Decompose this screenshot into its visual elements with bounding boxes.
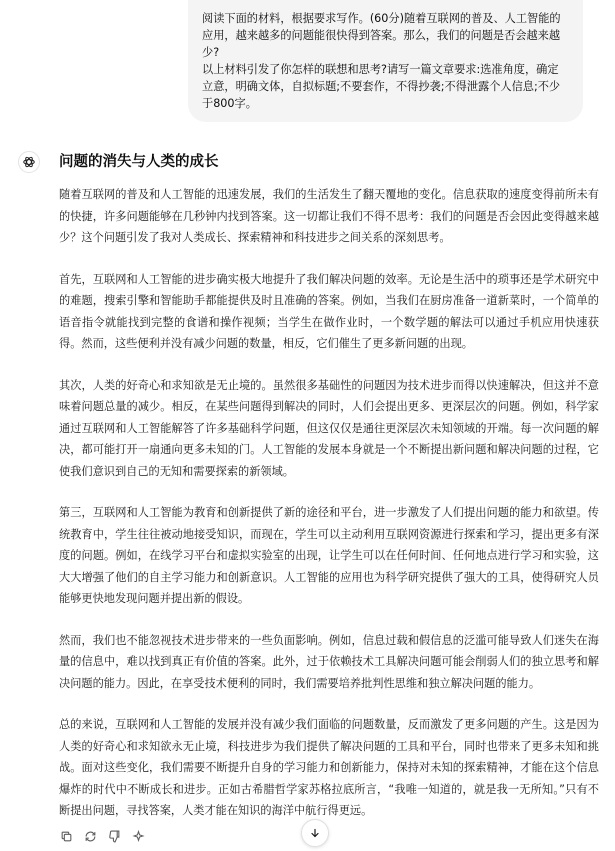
thumbs-down-icon — [108, 830, 121, 843]
regenerate-icon — [84, 830, 97, 843]
answer-paragraph: 第三，互联网和人工智能为教育和创新提供了新的途径和平台，进一步激发了人们提出问题的能力和欲望。传统教育中，学生往往被动地接受知识，而现在，学生可以主动利用互联网资源进行探索和学习，提出更多有深度的问题。例如，在线学习平台和虚拟实验室的出现，让学生可以在任何时间、任何地点进行学习和实验，这大大增强了他们的自主学习能力和创新意识。人工智能的应用也为科学研究提供了强大的工具，使得研究人员能够更快地发现问题并提出新的假设。 — [59, 506, 599, 605]
answer-paragraph: 总的来说，互联网和人工智能的发展并没有减少我们面临的问题数量，反而激发了更多问题的产生。这是因为人类的好奇心和求知欲永无止境，科技进步为我们提供了解决问题的工具和平台，同时也带来了更多未知和挑战。面对这些变化，我们需要不断提升自身的学习能力和创新能力，保持对未知的探索精神，才能在这个信息爆炸的时代中不断成长和进步。正如古希腊哲学家苏格拉底所言，“我唯一知道的，就是我一无所知。”只有不断提出问题，寻找答案，人类才能在知识的海洋中航行得更远。 — [59, 718, 599, 817]
model-switch-button[interactable] — [131, 829, 145, 843]
copy-icon — [60, 830, 73, 843]
answer-paragraph: 首先，互联网和人工智能的进步确实极大地提升了我们解决问题的效率。无论是生活中的琐事还是学术研究中的难题，搜索引擎和智能助手都能提供及时且准确的答案。例如，当我们在厨房准备一道新菜时，一个简单的语音指令就能找到完整的食谱和操作视频；当学生在做作业时，一个数学题的解法可以通过手机应用快速获得。然而，这些便利并没有减少问题的数量，相反，它们催生了更多新问题的出现。 — [59, 272, 599, 350]
thumbs-down-button[interactable] — [107, 829, 121, 843]
sparkle-icon — [132, 830, 145, 843]
answer-paragraph: 其次，人类的好奇心和求知欲是无止境的。虽然很多基础性的问题因为技术进步而得以快速解决，但这并不意味着问题总量的减少。相反，在某些问题得到解决的同时，人们会提出更多、更深层次的问题。例如，科学家通过互联网和人工智能解答了许多基础科学问题，但这仅仅是通往更深层次未知领域的开端。每一次问题的解决，都可能打开一扇通向更多未知的门。人工智能的发展本身就是一个不断提出新问题和解决问题的过程，它使我们意识到自己的无知和需要探索的新领域。 — [59, 378, 599, 478]
answer-paragraph: 随着互联网的普及和人工智能的迅速发展，我们的生活发生了翻天覆地的变化。信息获取的速度变得前所未有的快捷，许多问题能够在几秒钟内找到答案。这一切都让我们不得不思考：我们的问题是否会因此变得越来越少？这个问题引发了我对人类成长、探索精神和科技进步之间关系的深刻思考。 — [59, 188, 599, 244]
assistant-avatar — [18, 151, 40, 173]
arrow-down-icon — [309, 827, 321, 839]
answer-title: 问题的消失与人类的成长 — [59, 154, 219, 170]
user-message-line: 以上材料引发了你怎样的联想和思考?请写一篇文章要求:选准角度，确定立意，明确文体，自拟标题;不要套作，不得抄袭;不得泄露个人信息;不少于800字。 — [202, 63, 561, 110]
user-message-line: 阅读下面的材料，根据要求写作。(60分)随着互联网的普及、人工智能的应用，越来越多的问题能很快得到答案。那么，我们的问题是否会越来越少? — [202, 12, 561, 59]
user-message-bubble — [188, 0, 583, 122]
chatgpt-logo-icon — [22, 155, 36, 169]
answer-paragraph: 然而，我们也不能忽视技术进步带来的一些负面影响。例如，信息过载和假信息的泛滥可能导致人们迷失在海量的信息中，难以找到真正有价值的答案。此外，过于依赖技术工具解决问题可能会削弱人们的独立思考和解决问题的能力。因此，在享受技术便利的同时，我们需要培养批判性思维和独立解决问题的能力。 — [59, 633, 599, 690]
copy-button[interactable] — [59, 829, 73, 843]
regenerate-button[interactable] — [83, 829, 97, 843]
scroll-to-bottom-button[interactable] — [301, 819, 329, 847]
assistant-message — [59, 150, 599, 842]
message-action-bar — [59, 829, 145, 843]
